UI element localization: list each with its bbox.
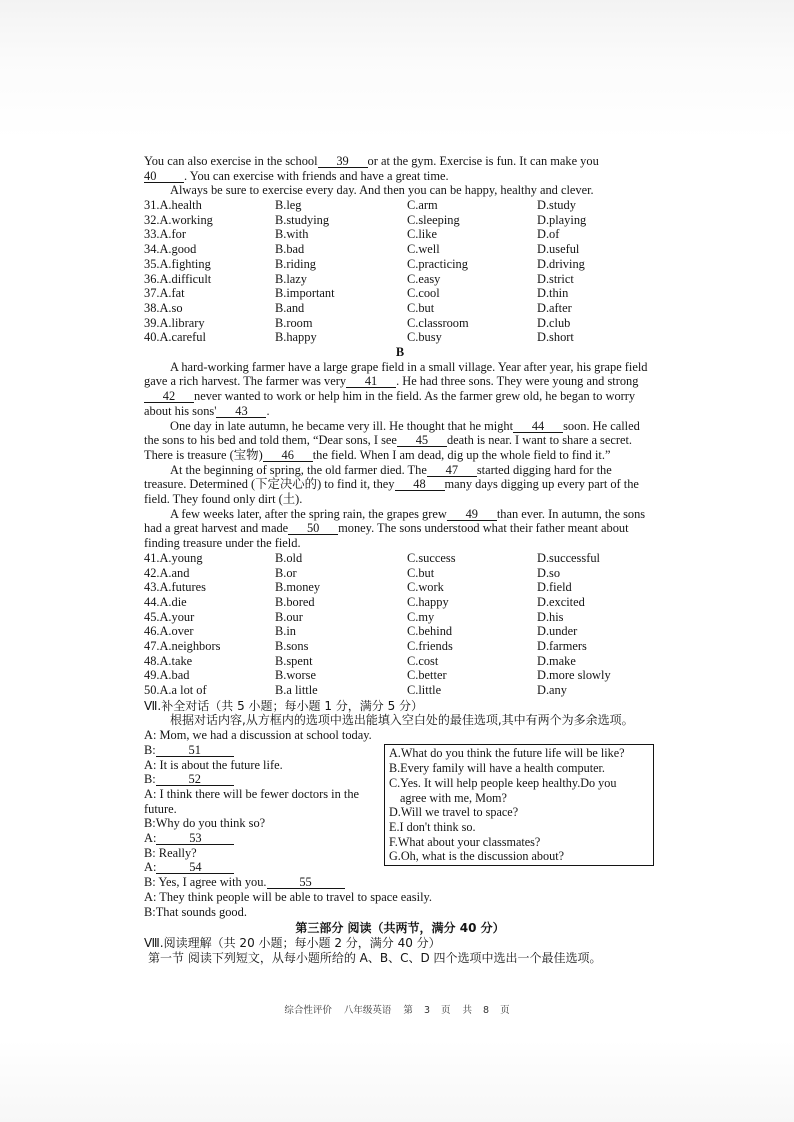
text-segment: A few weeks later, after the spring rain, the grapes grew <box>170 506 447 521</box>
option-choice[interactable]: B.riding <box>275 256 316 271</box>
option-choice[interactable]: 45.A.your <box>144 609 195 624</box>
section-8-heading: Ⅷ.阅读理解（共 20 小题；每小题 2 分，满分 40 分） <box>144 935 441 950</box>
option-choice[interactable]: 39.A.library <box>144 315 205 330</box>
option-choice[interactable]: B.old <box>275 550 303 565</box>
text-segment: You can also exercise in the school <box>144 154 318 168</box>
blank-53[interactable]: 53 <box>156 832 234 845</box>
option-choice[interactable]: B.sons <box>275 638 309 653</box>
option-choice[interactable]: C.sleeping <box>407 212 460 227</box>
option-choice[interactable]: 37.A.fat <box>144 286 185 301</box>
footer-total: 共 8 页 <box>462 1005 510 1016</box>
option-choice[interactable]: C.little <box>407 683 442 698</box>
blank-48[interactable]: 48 <box>395 478 445 491</box>
speaker: B: <box>144 772 156 787</box>
option-choice[interactable]: C.behind <box>407 624 453 639</box>
option-choice[interactable]: C.better <box>407 668 447 683</box>
dialog-section <box>144 713 656 919</box>
options-a-list <box>144 198 656 345</box>
footer-label: 综合性评价 <box>284 1005 332 1016</box>
option-row <box>144 301 656 316</box>
option-row <box>144 580 656 595</box>
option-choice[interactable]: D.of <box>537 227 560 242</box>
option-choice[interactable]: B.bad <box>275 242 305 257</box>
option-choice[interactable]: D.so <box>537 565 561 580</box>
option-choice[interactable]: B.worse <box>275 668 316 683</box>
option-choice[interactable]: D.short <box>537 330 574 345</box>
option-row <box>144 639 656 654</box>
option-choice[interactable]: 33.A.for <box>144 227 186 242</box>
box-option: C.Yes. It will help people keep healthy.Do you <box>389 775 617 790</box>
option-choice[interactable]: B.a little <box>275 683 318 698</box>
text-segment: than ever. In autumn, the sons had a great harvest and made <box>144 506 646 536</box>
section-8-instruction: 第一节 阅读下列短文，从每小题所给的 A、B、C、D 四个选项中选出一个最佳选项。 <box>148 950 602 965</box>
option-choice[interactable]: C.classroom <box>407 315 469 330</box>
option-choice[interactable]: D.any <box>537 683 567 698</box>
option-choice[interactable]: 44.A.die <box>144 594 187 609</box>
part-3-title: 第三部分 阅读（共两节，满分 40 分） <box>295 921 505 936</box>
dialog-line: A: I think there will be fewer doctors in the future. <box>144 786 360 816</box>
speaker: B: Yes, I agree with you. <box>144 875 267 890</box>
option-choice[interactable]: 31.A.health <box>144 198 202 213</box>
option-choice[interactable]: 50.A.a lot of <box>144 683 207 698</box>
option-choice[interactable]: D.farmers <box>537 638 587 653</box>
passage-b-paragraph-4 <box>144 507 656 551</box>
option-choice[interactable]: C.happy <box>407 594 449 609</box>
option-choice[interactable]: B.with <box>275 227 309 242</box>
text-segment: started digging hard for the treasure. Determined (下定决心的) to find it, they <box>144 462 612 492</box>
option-row <box>144 272 656 287</box>
options-b-list <box>144 551 656 698</box>
blank-42[interactable]: 42 <box>144 390 194 403</box>
option-choice[interactable]: D.field <box>537 580 572 595</box>
option-row <box>144 683 656 698</box>
option-choice[interactable]: B.happy <box>275 330 317 345</box>
passage-a-line2 <box>144 169 656 184</box>
text-segment: One day in late autumn, he became very ill. He thought that he might <box>170 418 514 433</box>
option-choice[interactable]: B.leg <box>275 198 302 213</box>
option-choice[interactable]: D.strict <box>537 271 574 286</box>
option-row <box>144 610 656 625</box>
option-choice[interactable]: C.well <box>407 242 440 257</box>
text-segment: . <box>266 403 270 418</box>
section-7-instruction: 根据对话内容,从方框内的选项中选出能填入空白处的最佳选项,其中有两个为多余选项。 <box>170 713 634 728</box>
option-choice[interactable]: D.excited <box>537 594 585 609</box>
blank-54[interactable]: 54 <box>156 861 234 874</box>
option-choice[interactable]: C.work <box>407 580 444 595</box>
option-choice[interactable]: B.room <box>275 315 313 330</box>
footer-subject: 八年级英语 <box>343 1005 392 1016</box>
option-choice[interactable]: D.playing <box>537 212 587 227</box>
option-choice[interactable]: B.our <box>275 609 303 624</box>
option-choice[interactable]: C.but <box>407 300 435 315</box>
option-row <box>144 624 656 639</box>
text-segment: soon. He called the sons to his bed and told them, “Dear sons, I see <box>144 418 640 448</box>
option-choice[interactable]: B.bored <box>275 594 315 609</box>
option-choice[interactable]: 42.A.and <box>144 565 190 580</box>
option-choice[interactable]: 47.A.neighbors <box>144 638 221 653</box>
option-choice[interactable]: D.club <box>537 315 571 330</box>
option-choice[interactable]: D.his <box>537 609 564 624</box>
dialog-line: A: Mom, we had a discussion at school today. <box>144 728 372 743</box>
blank-44[interactable]: 44 <box>513 420 563 433</box>
option-choice[interactable]: C.my <box>407 609 435 624</box>
option-choice[interactable]: B.studying <box>275 212 330 227</box>
option-choice[interactable]: D.after <box>537 300 572 315</box>
option-choice[interactable]: B.important <box>275 286 335 301</box>
section-7-heading: Ⅶ.补全对话（共 5 小题；每小题 1 分，满分 5 分） <box>144 698 424 713</box>
blank-50[interactable]: 50 <box>288 522 338 535</box>
option-row <box>144 595 656 610</box>
option-row <box>144 330 656 345</box>
blank-45[interactable]: 45 <box>397 434 447 447</box>
page-footer <box>0 1002 794 1016</box>
text-segment: A hard-working farmer have a large grape field in a small village. Year after year, his grape field gave a rich harvest. The farmer was very <box>144 359 648 389</box>
option-choice[interactable]: C.cool <box>407 286 440 301</box>
text-segment: never wanted to work or help him in the field. As the farmer grew old, he began to worry about his sons' <box>144 389 636 418</box>
text-segment: At the beginning of spring, the old farmer died. The <box>170 462 427 477</box>
page-content <box>144 154 656 965</box>
option-choice[interactable]: D.useful <box>537 242 580 257</box>
option-choice[interactable]: C.arm <box>407 198 438 213</box>
text-segment: or at the gym. Exercise is fun. It can make you <box>367 154 599 168</box>
option-choice[interactable]: 38.A.so <box>144 300 183 315</box>
option-choice[interactable]: 36.A.difficult <box>144 271 212 286</box>
dialog-line: A: They think people will be able to travel to space easily. <box>144 889 432 904</box>
option-choice[interactable]: C.friends <box>407 638 453 653</box>
option-choice[interactable]: D.successful <box>537 550 600 565</box>
option-row <box>144 257 656 272</box>
blank-41[interactable]: 41 <box>346 375 396 388</box>
option-choice[interactable]: C.success <box>407 550 456 565</box>
option-row <box>144 286 656 301</box>
blank-40[interactable]: 40 <box>144 170 184 183</box>
option-choice[interactable]: 46.A.over <box>144 624 194 639</box>
option-choice[interactable]: 34.A.good <box>144 242 197 257</box>
text-segment: . He had three sons. They were young and strong <box>396 374 639 389</box>
text-segment: . You can exercise with friends and have a great time. <box>184 168 449 183</box>
option-choice[interactable]: C.cost <box>407 653 439 668</box>
dialog-line: B: Really? <box>144 845 197 860</box>
option-choice[interactable]: B.or <box>275 565 297 580</box>
option-row <box>144 213 656 228</box>
box-option: E.I don't think so. <box>389 819 476 834</box>
option-row <box>144 551 656 566</box>
blank-51[interactable]: 51 <box>156 744 234 757</box>
option-choice[interactable]: D.under <box>537 624 578 639</box>
option-choice[interactable]: D.thin <box>537 286 569 301</box>
option-choice[interactable]: 49.A.bad <box>144 668 190 683</box>
option-choice[interactable]: C.busy <box>407 330 442 345</box>
blank-52[interactable]: 52 <box>156 773 234 786</box>
dialog-line: A: It is about the future life. <box>144 757 283 772</box>
option-choice[interactable]: 35.A.fighting <box>144 256 211 271</box>
blank-43[interactable]: 43 <box>216 405 266 418</box>
blank-55[interactable]: 55 <box>267 876 345 889</box>
dialog-line <box>144 875 656 890</box>
option-choice[interactable]: 32.A.working <box>144 212 213 227</box>
footer-page: 第 3 页 <box>403 1005 451 1016</box>
option-row <box>144 566 656 581</box>
option-choice[interactable]: B.and <box>275 300 305 315</box>
option-row <box>144 668 656 683</box>
passage-a-line3: Always be sure to exercise every day. And then you can be happy, healthy and clever. <box>170 183 594 198</box>
box-option: B.Every family will have a health computer. <box>389 761 605 776</box>
text-segment: money. The sons understood what their father meant about finding treasure under the field. <box>144 521 629 551</box>
speaker: B: <box>144 742 156 757</box>
box-option: D.Will we travel to space? <box>389 805 519 820</box>
option-choice[interactable]: B.money <box>275 580 321 595</box>
section-b-label: B <box>395 344 405 359</box>
blank-47[interactable]: 47 <box>427 464 477 477</box>
option-choice[interactable]: B.lazy <box>275 271 307 286</box>
option-choice[interactable]: B.spent <box>275 653 313 668</box>
option-choice[interactable]: D.study <box>537 198 576 213</box>
option-choice[interactable]: 40.A.careful <box>144 330 206 345</box>
text-segment: the field. When I am dead, dig up the whole field to find it.” <box>312 447 611 462</box>
text-segment: many days digging up every part of the field. They found only dirt (土). <box>144 477 639 507</box>
choice-box <box>384 744 654 866</box>
option-choice[interactable]: C.easy <box>407 271 441 286</box>
option-choice[interactable]: D.driving <box>537 256 585 271</box>
text-segment: death is near. I want to share a secret. There is treasure (宝物) <box>144 433 633 462</box>
option-row <box>144 654 656 669</box>
option-choice[interactable]: 43.A.futures <box>144 580 206 595</box>
passage-b-paragraph-1 <box>144 360 656 419</box>
dialog-line: B:Why do you think so? <box>144 816 266 831</box>
passage-b-paragraph-3 <box>144 463 656 507</box>
option-choice[interactable]: 48.A.take <box>144 653 193 668</box>
option-choice[interactable]: C.but <box>407 565 435 580</box>
option-choice[interactable]: C.practicing <box>407 256 468 271</box>
box-option-continued: agree with me, Mom? <box>400 790 507 805</box>
passage-a-line1 <box>144 154 656 169</box>
option-choice[interactable]: D.more slowly <box>537 668 611 683</box>
option-choice[interactable]: 41.A.young <box>144 550 203 565</box>
box-option: G.Oh, what is the discussion about? <box>389 849 565 864</box>
option-choice[interactable]: C.like <box>407 227 437 242</box>
passage-b-paragraph-2 <box>144 419 656 463</box>
box-option: F.What about your classmates? <box>389 834 541 849</box>
speaker: A: <box>144 860 157 875</box>
option-choice[interactable]: D.make <box>537 653 576 668</box>
blank-46[interactable]: 46 <box>263 449 313 462</box>
blank-39[interactable]: 39 <box>318 155 368 168</box>
option-row <box>144 227 656 242</box>
dialog-line: B:That sounds good. <box>144 904 247 919</box>
option-row <box>144 316 656 331</box>
option-row <box>144 242 656 257</box>
box-option: A.What do you think the future life will be like? <box>389 746 625 761</box>
blank-49[interactable]: 49 <box>447 508 497 521</box>
option-choice[interactable]: B.in <box>275 624 296 639</box>
option-row <box>144 198 656 213</box>
speaker: A: <box>144 831 157 846</box>
